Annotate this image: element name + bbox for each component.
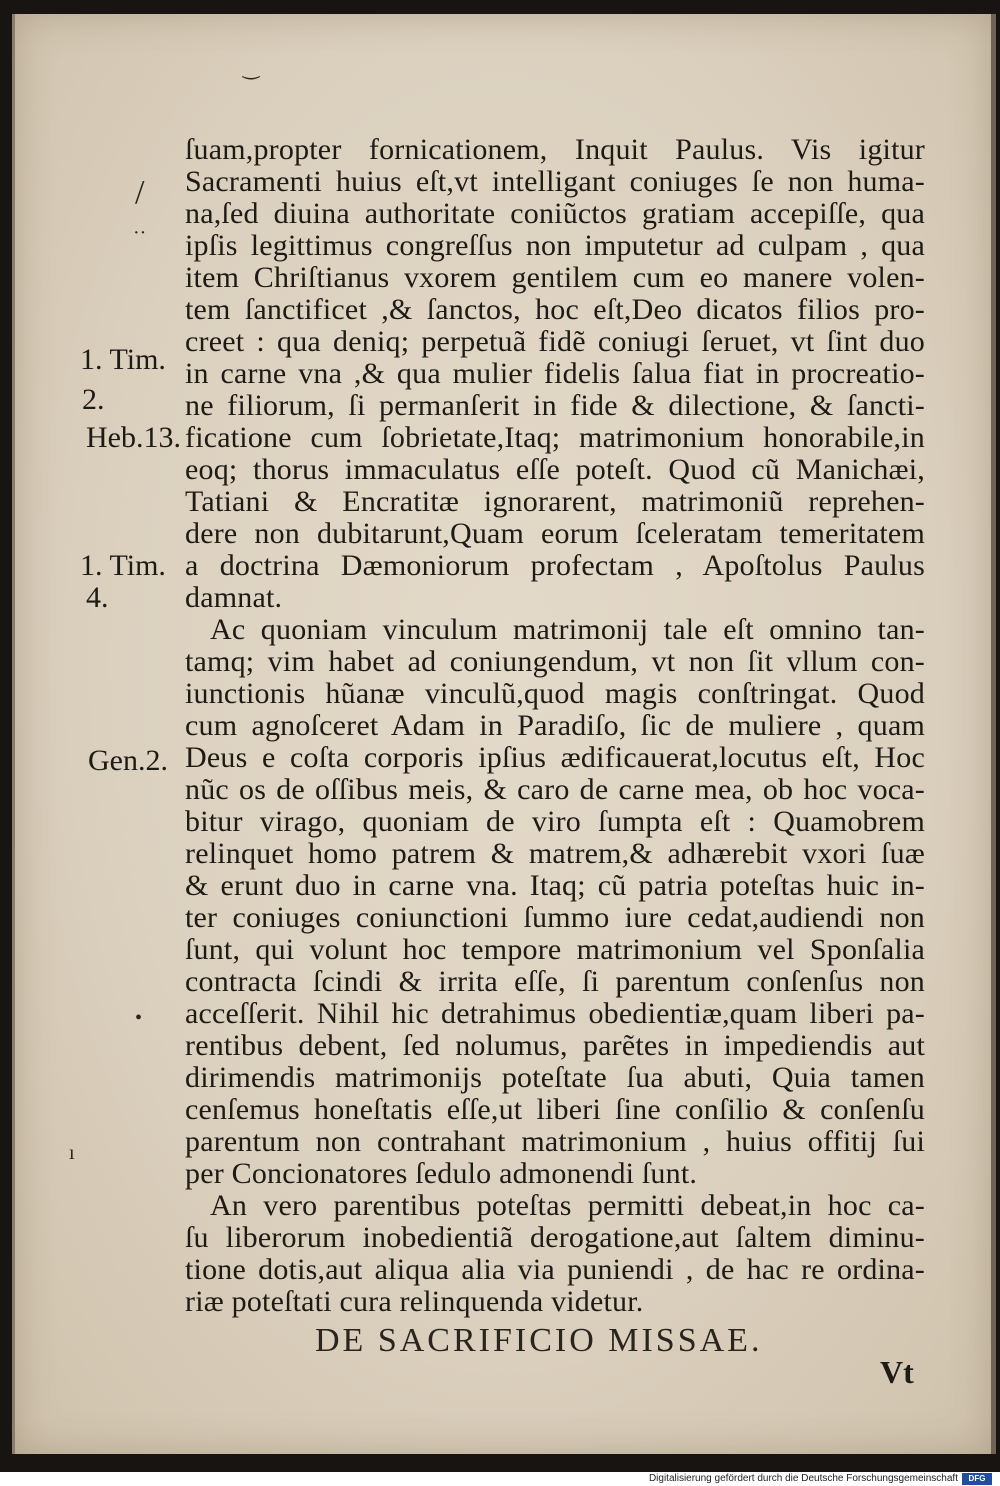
text-line: ne filiorum, ſi permanſerit in fide & dilectione, & ſancti- [185,389,925,422]
text-line: creet : qua deniq; perpetuã fidẽ coniugi ſeruet, vt ſint duo [185,325,925,358]
ink-mark: ı [69,1142,75,1164]
text-line: An vero parentibus poteſtas permitti debeat,in hoc ca- [210,1189,925,1222]
marginal-reference: 1. Tim. [80,343,166,376]
text-line: tamq; vim habet ad coniungendum, vt non ſit vllum con- [185,645,925,678]
text-line: ipſis legittimus congreſſus non imputetur ad culpam , qua [185,229,925,262]
text-line: dirimendis matrimonijs poteſtate ſua abuti, Quia tamen [185,1061,925,1094]
text-line: relinquet homo patrem & matrem,& adhærebit vxori ſuæ [185,837,925,870]
dfg-logo: DFG [962,1473,992,1485]
text-line: ficatione cum ſobrietate,Itaq; matrimonium honorabile,in [185,421,925,454]
text-line: Sacramenti huius eſt,vt intelligant coniuges ſe non huma- [185,165,925,198]
text-line: tem ſanctificet ,& ſanctos, hoc eſt,Deo dicatos filios pro- [185,293,925,326]
text-line: rentibus debent, ſed nolumus, parẽtes in impediendis aut [185,1029,925,1062]
text-line: damnat. [185,581,283,614]
text-line: a doctrina Dæmoniorum profectam , Apoſtolus Paulus [185,549,925,582]
text-line: bitur virago, quoniam de viro ſumpta eſt : Quamobrem [185,805,925,838]
marginal-reference: Gen.2. [88,744,168,777]
ink-mark: • [135,1007,143,1029]
funding-credit: Digitalisierung gefördert durch die Deutsche Forschungsgemeinschaft [648,1473,958,1484]
marginal-reference: Heb.13. [86,421,181,454]
ink-mark: / [135,174,145,211]
text-line: cenſemus honeſtatis eſſe,ut liberi ſine conſilio & conſenſu [185,1093,925,1126]
text-line: na,ſed diuina authoritate coniũctos gratiam accepiſſe, qua [185,197,925,230]
footer-bar [0,1472,1000,1486]
ink-mark: ‿ [243,58,260,80]
text-line: Ac quoniam vinculum matrimonij tale eſt omnino tan- [210,613,925,646]
text-line: riæ poteſtati cura relinquenda videtur. [185,1285,644,1318]
text-line: Deus e coſta corporis ipſius ædificauerat,locutus eſt, Hoc [185,741,925,774]
text-line: eoq; thorus immaculatus eſſe poteſt. Quod cũ Manichæi, [185,453,925,486]
text-line: ter coniuges coniunctioni ſummo iure cedat,audiendi non [185,901,925,934]
marginal-reference: 1. Tim. [80,549,166,582]
text-line: tione dotis,aut aliqua alia via puniendi , de hac re ordina- [185,1253,925,1286]
text-line: contracta ſcindi & irrita eſſe, ſi parentum conſenſus non [185,965,925,998]
text-line: in carne vna ,& qua mulier fidelis ſalua fiat in procreatio- [185,357,925,390]
section-heading: DE SACRIFICIO MISSAE. [315,1322,763,1359]
text-line: acceſſerit. Nihil hic detrahimus obedientiæ,quam liberi pa- [185,997,925,1030]
text-line: ſuam,propter fornicationem, Inquit Paulus. Vis igitur [185,133,925,166]
text-line: item Chriſtianus vxorem gentilem cum eo manere volen- [185,261,925,294]
text-line: dere non dubitarunt,Quam eorum ſceleratam temeritatem [185,517,925,550]
catchword: Vt [880,1354,914,1390]
marginal-reference: 4. [86,581,109,614]
text-line: ſunt, qui volunt hoc tempore matrimonium vel Sponſalia [185,933,925,966]
text-line: & erunt duo in carne vna. Itaq; cũ patria poteſtas huic in- [185,869,925,902]
text-line: Tatiani & Encratitæ ignorarent, matrimoniũ reprehen- [185,485,925,518]
text-line: per Concionatores ſedulo admonendi ſunt. [185,1157,698,1190]
text-line: parentum non contrahant matrimonium , huius offitij ſui [185,1125,925,1158]
text-line: cum agnoſceret Adam in Paradiſo, ſic de muliere , quam [185,709,925,742]
marginal-reference: 2. [82,383,105,416]
ink-mark: ·· [133,222,147,244]
text-line: nũc os de oſſibus meis, & caro de carne mea, ob hoc voca- [185,773,925,806]
text-line: iunctionis hũanæ vinculũ,quod magis conſtringat. Quod [185,677,925,710]
text-line: ſu liberorum inobedientiã derogatione,aut ſaltem diminu- [185,1221,925,1254]
